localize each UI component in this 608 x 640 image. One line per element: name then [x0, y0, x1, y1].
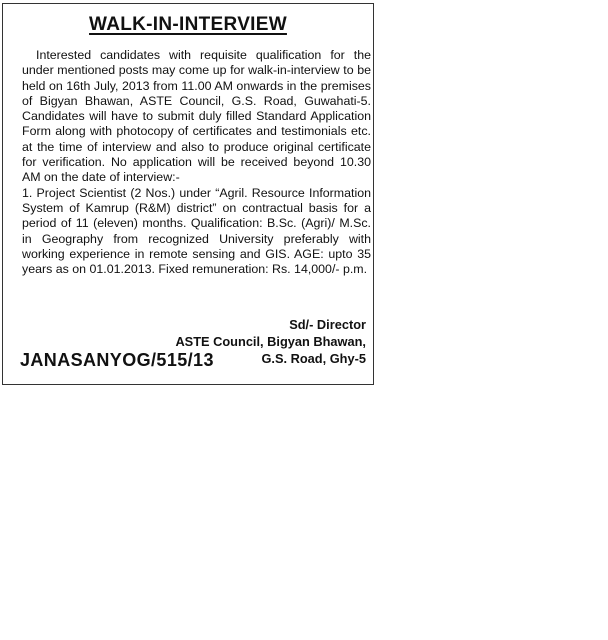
signature-address: G.S. Road, Ghy-5: [261, 351, 366, 366]
signature-office: ASTE Council, Bigyan Bhawan,: [175, 334, 366, 349]
notice-intro-paragraph: Interested candidates with requisite qualification for the under mentioned posts may come up for walk-in-interview to be held on 16th July, 2013 from 11.00 AM onwards in the premises of Bigyan Bhawan, ASTE Council, G.S. Road, Guwahati-5. Candidates will have to submit duly filled Standard Application Form along with photocopy of certificates and testimonials etc. at the time of interview and also to produce original certificate for verification. No application will be received beyond 10.30 AM on the date of interview:-: [22, 48, 371, 185]
notice-title: WALK-IN-INTERVIEW: [89, 14, 287, 35]
signature-designation: Sd/- Director: [289, 317, 366, 332]
reference-number: JANASANYOG/515/13: [20, 350, 214, 370]
notice-body: [22, 48, 371, 277]
post-1-paragraph: 1. Project Scientist (2 Nos.) under “Agril. Resource Information System of Kamrup (R&M) district” on contractual basis for a period of 11 (eleven) months. Qualification: B.Sc. (Agri)/ M.Sc. in Geography from recognized University preferably with working experience in remote sensing and GIS. AGE: upto 35 years as on 01.01.2013. Fixed remuneration: Rs. 14,000/- p.m.: [22, 185, 371, 277]
walk-in-interview-notice: [2, 3, 374, 385]
